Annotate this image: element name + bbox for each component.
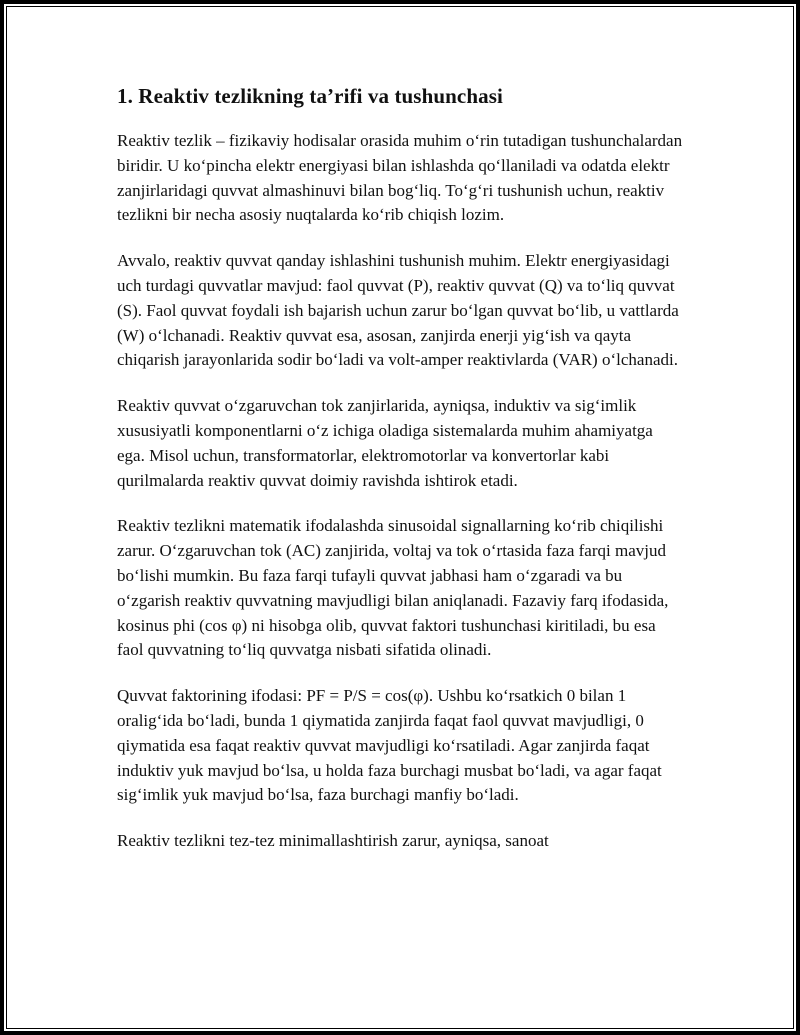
document-content [117, 0, 684, 875]
paragraph-power-factor: Quvvat faktorining ifodasi: PF = P/S = cos(φ). Ushbu ko‘rsatkich 0 bilan 1 oralig‘ida bo‘ladi, bunda 1 qiymatida zanjirda faqat faol quvvat mavjudligi, 0 qiymatida esa faqat reaktiv quvvat mavjudligi ko‘rsatiladi. Agar zanjirda faqat induktiv yuk mavjud bo‘lsa, u holda faza burchagi musbat bo‘ladi, va agar faqat sig‘imlik yuk mavjud bo‘lsa, faza burchagi manfiy bo‘ladi. [117, 686, 662, 805]
paragraph-minimization: Reaktiv tezlikni tez-tez minimallashtirish zarur, ayniqsa, sanoat [117, 831, 549, 851]
paragraph-ac-circuits: Reaktiv quvvat o‘zgaruvchan tok zanjirlarida, ayniqsa, induktiv va sig‘imlik xususiyatli komponentlarni o‘z ichiga oladiga sistemalarda muhim ahamiyatga ega. Misol uchun, transformatorlar, elektromotorlar va konvertorlar kabi qurilmalarda reaktiv quvvat doimiy ravishda ishtirok etadi. [117, 396, 653, 490]
document-title: 1. Reaktiv tezlikning ta’rifi va tushunchasi [117, 84, 503, 108]
paragraph-intro: Reaktiv tezlik – fizikaviy hodisalar orasida muhim o‘rin tutadigan tushunchalardan biridir. U ko‘pincha elektr energiyasi bilan ishlashda qo‘llaniladi va odatda elektr zanjirlaridagi quvvat almashinuvi bilan bog‘liq. To‘g‘ri tushunish uchun, reaktiv tezlikni bir necha asosiy nuqtalarda ko‘rib chiqish lozim. [117, 131, 683, 225]
paragraph-math-expression: Reaktiv tezlikni matematik ifodalashda sinusoidal signallarning ko‘rib chiqilishi zarur. O‘zgaruvchan tok (AC) zanjirida, voltaj va tok o‘rtasida faza farqi mavjud bo‘lishi mumkin. Bu faza farqi tufayli quvvat jabhasi ham o‘zgaradi va bu o‘zgarish reaktiv quvvatning mavjudligi bilan aniqlanadi. Fazaviy farq ifodasida, kosinus phi (cos φ) ni hisobga olib, quvvat faktori tushunchasi kiritiladi, bu esa faol quvvatning to‘liq quvvatga nisbati sifatida olinadi. [117, 516, 669, 660]
paragraph-power-types: Avvalo, reaktiv quvvat qanday ishlashini tushunish muhim. Elektr energiyasidagi uch turdagi quvvatlar mavjud: faol quvvat (P), reaktiv quvvat (Q) va to‘liq quvvat (S). Faol quvvat foydali ish bajarish uchun zarur bo‘lgan quvvat bo‘lib, u vattlarda (W) o‘lchanadi. Reaktiv quvvat esa, asosan, zanjirda enerji yig‘ish va qayta chiqarish jarayonlarida sodir bo‘ladi va volt-amper reaktivlarda (VAR) o‘lchanadi. [117, 251, 679, 370]
